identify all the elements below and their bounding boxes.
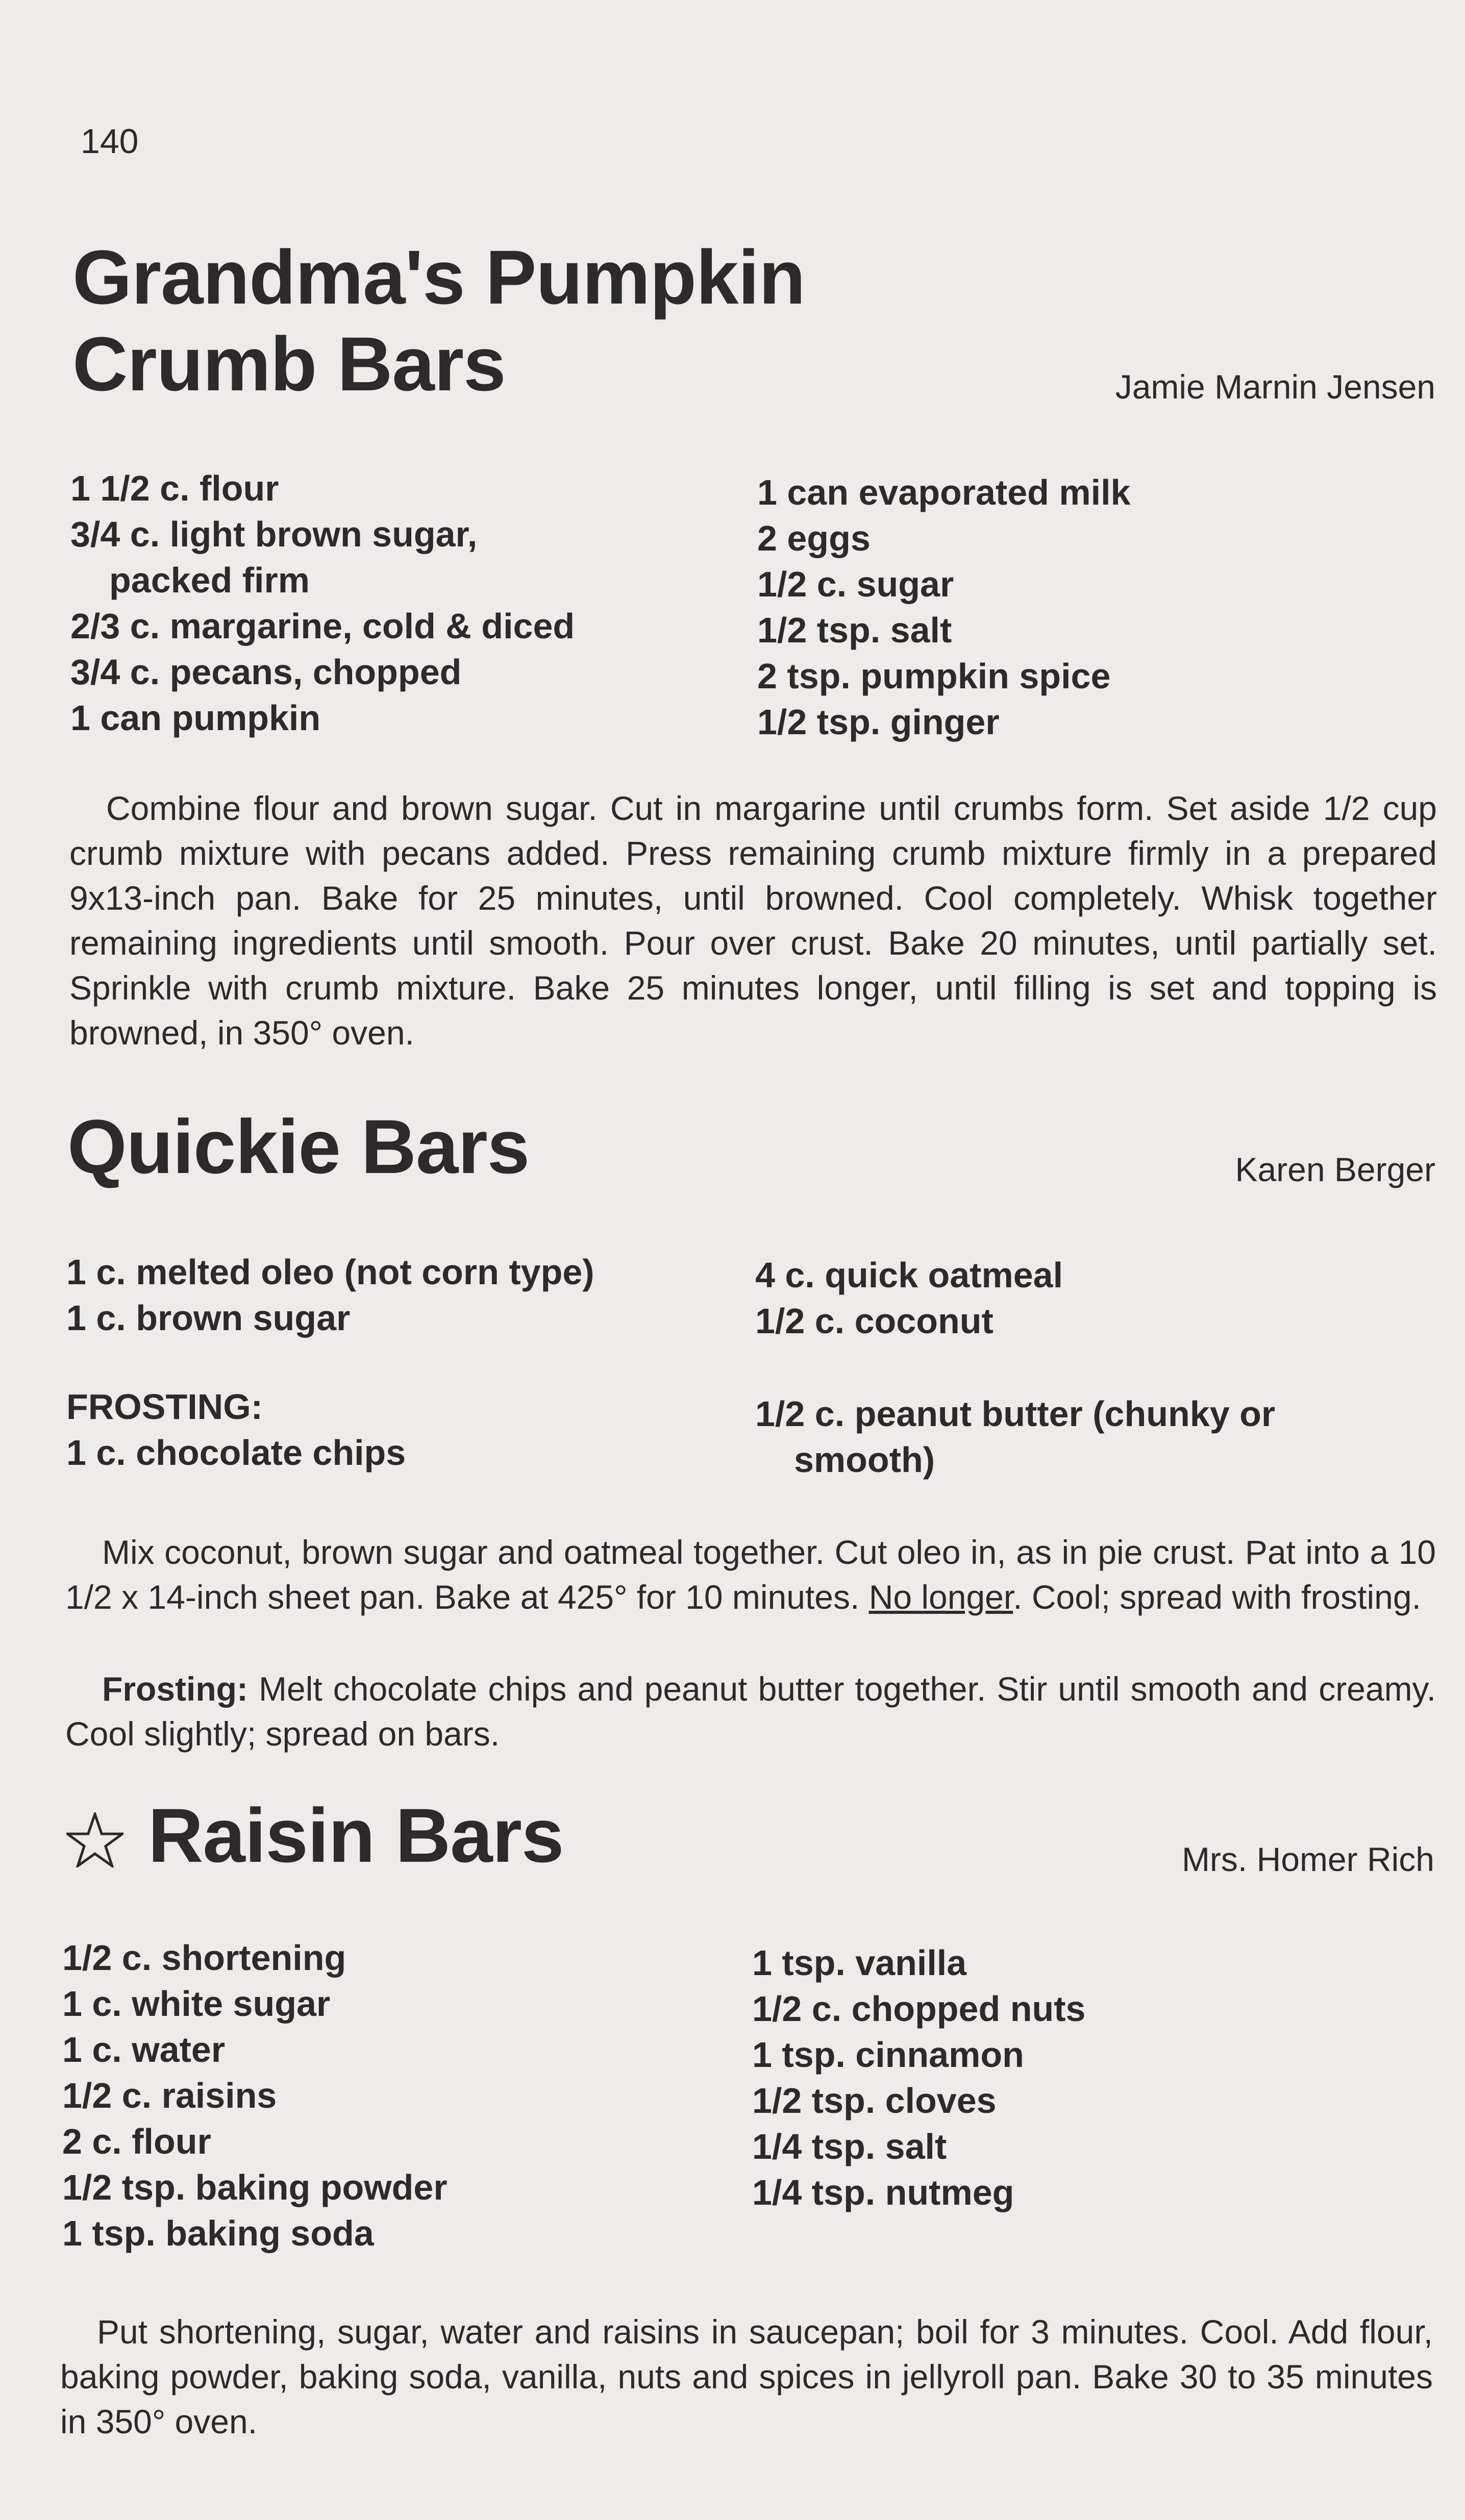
recipe-author: Mrs. Homer Rich [1181,1840,1434,1878]
ingredient: 2 eggs [757,518,871,558]
ingredient: 1/2 c. peanut butter (chunky or [755,1394,1276,1434]
directions-text: Mix coconut, brown sugar and oatmeal together. Cut oleo in, as in pie crust. Pat into a 10 1/2 x 14-inch sheet pan. Bake at 425° for 10 minutes. [65,1533,1436,1616]
ingredient: 1 can pumpkin [70,698,321,738]
frosting-directions [65,1666,1436,1756]
ingredient: 1 tsp. baking soda [62,2213,374,2253]
ingredient: 1/2 c. shortening [62,1938,346,1978]
ingredients-right [752,1940,1085,2215]
ingredient: 1/2 tsp. cloves [752,2081,997,2120]
directions-text: Combine flour and brown sugar. Cut in margarine until crumbs form. Set aside 1/2 cup crumb mixture with pecans added. Press remaining crumb mixture firmly in a prepared 9x13-inch pan. Bake for 25 minutes, until browned. Cool completely. Whisk together remaining ingredients until smooth. Pour over crust. Bake 20 minutes, until partially set. Sprinkle with crumb mixture. Bake 25 minutes longer, until filling is set and topping is browned, in 350° oven. [69,789,1437,1052]
ingredient: 1 c. chocolate chips [66,1433,406,1473]
ingredient: 1 c. melted oleo (not corn type) [66,1252,594,1292]
directions-emphasis: No longer [868,1578,1013,1616]
star-icon [66,1812,123,1867]
ingredient: 1/2 c. chopped nuts [752,1989,1086,2029]
ingredients-left [62,1935,448,2256]
ingredient: 1 can evaporated milk [757,472,1131,512]
ingredient: packed firm [109,560,310,600]
recipe-title: Raisin Bars [148,1792,564,1878]
recipe-author: Karen Berger [1235,1151,1435,1188]
ingredient: 3/4 c. pecans, chopped [70,652,462,692]
recipe-directions [60,2309,1433,2444]
ingredient: 1/2 tsp. ginger [757,702,1000,742]
ingredient: smooth) [794,1440,935,1480]
directions-text: . Cool; spread with frosting. [1013,1578,1421,1616]
ingredient: 2/3 c. margarine, cold & diced [70,606,575,646]
ingredient: 1/4 tsp. nutmeg [752,2173,1014,2212]
title-line: Crumb Bars [72,321,506,407]
frosting-label: Frosting: [102,1670,248,1708]
ingredient: 2 tsp. pumpkin spice [757,656,1111,696]
recipe-title [72,234,805,407]
ingredient: 4 c. quick oatmeal [755,1255,1063,1295]
ingredient: 1 c. brown sugar [66,1298,351,1338]
ingredient: 1/2 c. raisins [62,2076,277,2115]
recipe-directions [69,786,1437,1055]
directions-text: Melt chocolate chips and peanut butter together. Stir until smooth and creamy. Cool slightly; spread on bars. [65,1670,1436,1753]
frosting-heading: FROSTING: [66,1387,263,1427]
ingredient: 1/4 tsp. salt [752,2127,947,2166]
ingredient: 1 c. water [62,2030,226,2069]
ingredient: 1/2 tsp. salt [757,610,952,650]
ingredient: 3/4 c. light brown sugar, [70,514,478,554]
directions-text: Put shortening, sugar, water and raisins in saucepan; boil for 3 minutes. Cool. Add flour, baking powder, baking soda, vanilla, nuts and spices in jellyroll pan. Bake 30 to 35 minutes in 350° oven. [60,2313,1433,2440]
ingredient: 1 tsp. cinnamon [752,2035,1024,2075]
ingredients-right [755,1252,1063,1344]
ingredients-right [757,469,1130,745]
frosting-ingredients-right [755,1391,1275,1483]
ingredient: 2 c. flour [62,2122,211,2161]
ingredient: 1/2 tsp. baking powder [62,2167,448,2207]
title-line: Grandma's Pumpkin [72,234,805,320]
ingredient: 1 tsp. vanilla [752,1943,967,1983]
ingredient: 1/2 c. sugar [757,564,954,604]
page-number: 140 [81,122,139,161]
ingredients-left [70,465,575,741]
recipe-directions [65,1530,1436,1619]
ingredient: 1 c. white sugar [62,1984,331,2024]
ingredient: 1/2 c. coconut [755,1301,994,1341]
frosting-ingredients-left [66,1384,406,1476]
ingredients-left [66,1249,594,1341]
ingredient: 1 1/2 c. flour [70,468,279,508]
recipe-author: Jamie Marnin Jensen [1115,368,1435,406]
recipe-title: Quickie Bars [67,1104,530,1189]
